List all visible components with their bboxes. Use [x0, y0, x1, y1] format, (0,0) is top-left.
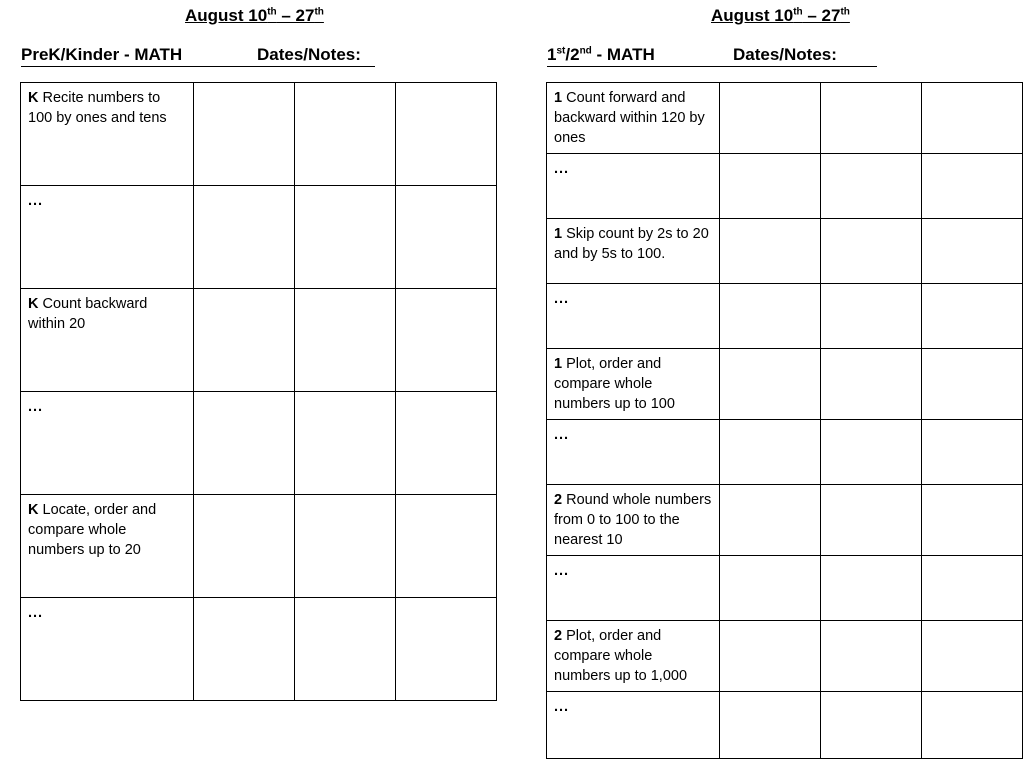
- table-row: [547, 284, 1023, 349]
- notes-cell[interactable]: [194, 83, 295, 186]
- notes-cell[interactable]: [720, 284, 821, 349]
- skill-cell: [547, 154, 720, 219]
- notes-cell[interactable]: [922, 349, 1023, 420]
- skill-cell: [547, 83, 720, 154]
- skill-text: Count forward and backward within 120 by ones: [554, 90, 705, 146]
- skill-cell: [21, 392, 194, 495]
- notes-cell[interactable]: [821, 556, 922, 621]
- notes-cell[interactable]: [720, 692, 821, 759]
- grade-level: 2: [554, 492, 563, 508]
- right-header-row: [547, 45, 877, 67]
- notes-cell[interactable]: [922, 420, 1023, 485]
- notes-cell[interactable]: [821, 692, 922, 759]
- table-row: [547, 692, 1023, 759]
- notes-cell[interactable]: [720, 556, 821, 621]
- ellipsis-text: ...: [28, 605, 44, 621]
- skill-text: Plot, order and compare whole numbers up to 1,000: [554, 628, 688, 684]
- notes-cell[interactable]: [922, 556, 1023, 621]
- table-row: [547, 485, 1023, 556]
- left-skills-table: [20, 82, 497, 701]
- grade-level: K: [28, 502, 39, 518]
- notes-cell[interactable]: [194, 598, 295, 701]
- left-header-row: [21, 45, 375, 67]
- notes-cell[interactable]: [821, 485, 922, 556]
- notes-cell[interactable]: [821, 621, 922, 692]
- table-row: [547, 219, 1023, 284]
- left-notes-label: Dates/Notes:: [257, 45, 361, 64]
- ellipsis-text: ...: [554, 699, 570, 715]
- notes-cell[interactable]: [821, 154, 922, 219]
- notes-cell[interactable]: [821, 284, 922, 349]
- skill-text: Round whole numbers from 0 to 100 to the nearest 10: [554, 492, 712, 548]
- notes-cell[interactable]: [922, 284, 1023, 349]
- notes-cell[interactable]: [194, 392, 295, 495]
- table-row: [21, 495, 497, 598]
- skill-text: Plot, order and compare whole numbers up to 100: [554, 356, 675, 412]
- table-row: [21, 186, 497, 289]
- ellipsis-text: ...: [554, 563, 570, 579]
- notes-cell[interactable]: [720, 83, 821, 154]
- skill-text: Locate, order and compare whole numbers up to 20: [28, 502, 157, 558]
- ellipsis-text: ...: [554, 161, 570, 177]
- notes-cell[interactable]: [396, 392, 497, 495]
- notes-cell[interactable]: [295, 495, 396, 598]
- notes-cell[interactable]: [295, 83, 396, 186]
- right-date-range: August 10th – 27th: [711, 6, 850, 25]
- notes-cell[interactable]: [922, 621, 1023, 692]
- skill-cell: [547, 219, 720, 284]
- ellipsis-text: ...: [554, 427, 570, 443]
- skill-cell: [547, 284, 720, 349]
- table-row: [21, 392, 497, 495]
- skill-text: Recite numbers to 100 by ones and tens: [28, 90, 167, 126]
- ellipsis-text: ...: [28, 193, 44, 209]
- notes-cell[interactable]: [922, 154, 1023, 219]
- table-row: [21, 598, 497, 701]
- notes-cell[interactable]: [295, 186, 396, 289]
- table-row: [21, 289, 497, 392]
- table-row: [547, 420, 1023, 485]
- notes-cell[interactable]: [922, 83, 1023, 154]
- notes-cell[interactable]: [720, 219, 821, 284]
- skill-cell: [547, 485, 720, 556]
- notes-cell[interactable]: [295, 598, 396, 701]
- notes-cell[interactable]: [396, 186, 497, 289]
- skill-text: Count backward within 20: [28, 296, 148, 332]
- notes-cell[interactable]: [194, 495, 295, 598]
- right-notes-label: Dates/Notes:: [733, 45, 837, 64]
- grade-level: 2: [554, 628, 563, 644]
- skill-cell: [547, 621, 720, 692]
- skill-cell: [21, 83, 194, 186]
- table-row: [547, 621, 1023, 692]
- notes-cell[interactable]: [720, 154, 821, 219]
- notes-cell[interactable]: [396, 495, 497, 598]
- notes-cell[interactable]: [821, 349, 922, 420]
- notes-cell[interactable]: [295, 392, 396, 495]
- skill-cell: [547, 420, 720, 485]
- notes-cell[interactable]: [295, 289, 396, 392]
- skill-cell: [547, 556, 720, 621]
- left-date-range: August 10th – 27th: [185, 6, 324, 25]
- notes-cell[interactable]: [396, 83, 497, 186]
- skill-cell: [21, 495, 194, 598]
- grade-level: 1: [554, 90, 563, 106]
- notes-cell[interactable]: [194, 289, 295, 392]
- grade-level: K: [28, 296, 39, 312]
- notes-cell[interactable]: [922, 485, 1023, 556]
- skill-cell: [21, 598, 194, 701]
- right-subject-title: 1st/2nd - MATH: [547, 45, 655, 64]
- grade-level: K: [28, 90, 39, 106]
- notes-cell[interactable]: [194, 186, 295, 289]
- ellipsis-text: ...: [28, 399, 44, 415]
- table-row: [547, 349, 1023, 420]
- notes-cell[interactable]: [720, 349, 821, 420]
- notes-cell[interactable]: [720, 621, 821, 692]
- grade-level: 1: [554, 356, 563, 372]
- ellipsis-text: ...: [554, 291, 570, 307]
- left-subject-title: PreK/Kinder - MATH: [21, 45, 183, 64]
- table-row: [547, 556, 1023, 621]
- notes-cell[interactable]: [720, 420, 821, 485]
- table-row: [21, 83, 497, 186]
- skill-text: Skip count by 2s to 20 and by 5s to 100.: [554, 226, 709, 262]
- skill-cell: [547, 692, 720, 759]
- skill-cell: [547, 349, 720, 420]
- notes-cell[interactable]: [396, 289, 497, 392]
- table-row: [547, 83, 1023, 154]
- notes-cell[interactable]: [821, 83, 922, 154]
- notes-cell[interactable]: [922, 219, 1023, 284]
- skill-cell: [21, 186, 194, 289]
- grade-level: 1: [554, 226, 563, 242]
- notes-cell[interactable]: [922, 692, 1023, 759]
- notes-cell[interactable]: [396, 598, 497, 701]
- table-row: [547, 154, 1023, 219]
- skill-cell: [21, 289, 194, 392]
- notes-cell[interactable]: [720, 485, 821, 556]
- notes-cell[interactable]: [821, 219, 922, 284]
- right-skills-table: [546, 82, 1023, 759]
- notes-cell[interactable]: [821, 420, 922, 485]
